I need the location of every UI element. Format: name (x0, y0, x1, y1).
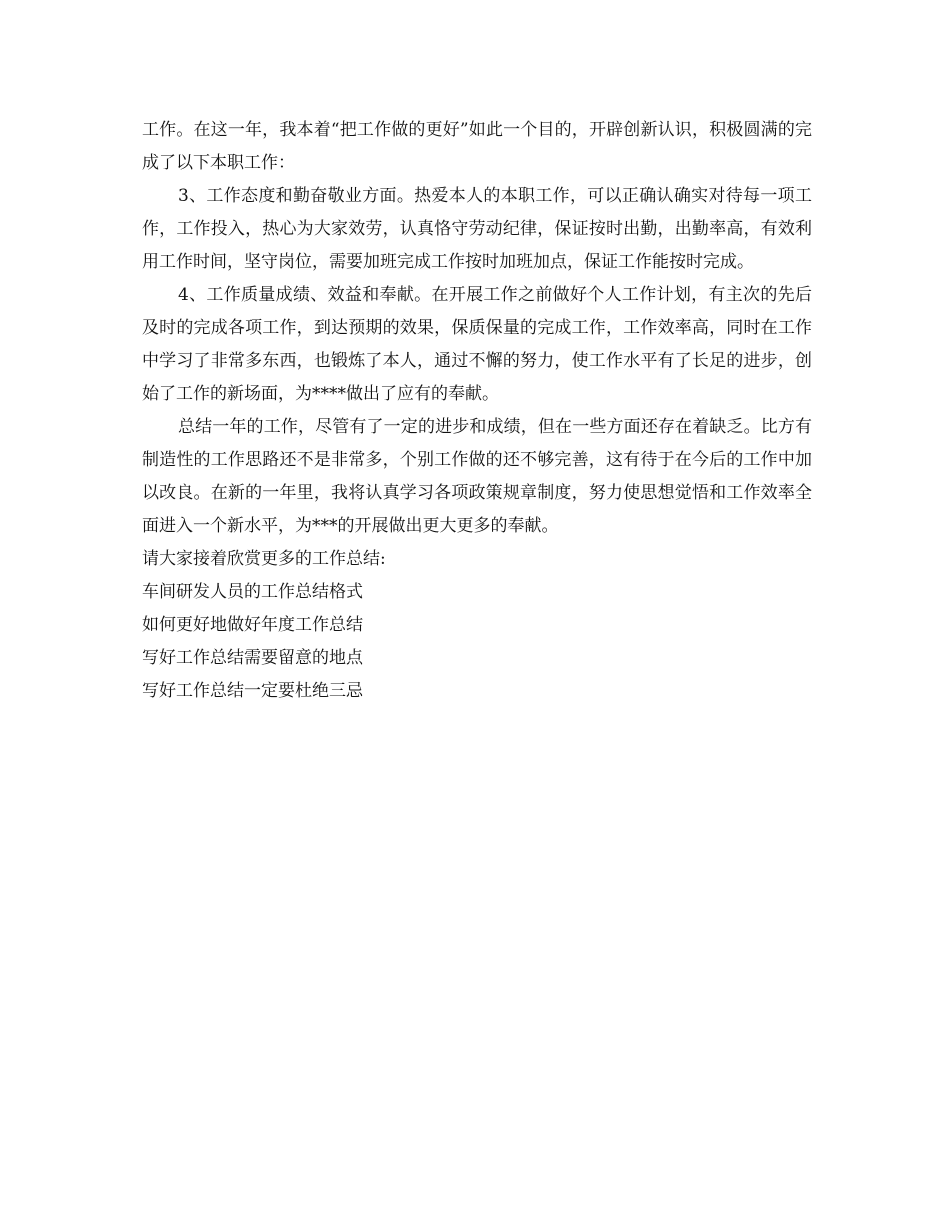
list-item (142, 642, 812, 675)
paragraph-work-quality: 4、工作质量成绩、效益和奉献。在开展工作之前做好个人工作计划，有主次的先后及时的完成各项工作，到达预期的效果，保质保量的完成工作，工作效率高，同时在工作中学习了非常多东西，也锻炼了本人，通过不懈的努力，使工作水平有了长足的进步，创始了工作的新场面，为****做出了应有的奉献。 (142, 285, 812, 404)
related-link[interactable]: 写好工作总结一定要杜绝三忌 (142, 681, 363, 701)
related-link[interactable]: 写好工作总结需要留意的地点 (142, 648, 363, 668)
list-item (142, 576, 812, 609)
related-link[interactable]: 如何更好地做好年度工作总结 (142, 615, 363, 635)
document-body (142, 114, 812, 708)
related-link[interactable]: 车间研发人员的工作总结格式 (142, 582, 363, 602)
related-intro: 请大家接着欣赏更多的工作总结: (142, 549, 386, 569)
paragraph-continuation: 工作。在这一年，我本着“把工作做的更好”如此一个目的，开辟创新认识，积极圆满的完成了以下本职工作： (142, 120, 812, 173)
list-item (142, 675, 812, 708)
list-item (142, 609, 812, 642)
related-links-list (142, 576, 812, 708)
paragraph-summary: 总结一年的工作，尽管有了一定的进步和成绩，但在一些方面还存在着缺乏。比方有制造性的工作思路还不是非常多，个别工作做的还不够完善，这有待于在今后的工作中加以改良。在新的一年里，我将认真学习各项政策规章制度，努力使思想觉悟和工作效率全面进入一个新水平，为***的开展做出更大更多的奉献。 (142, 417, 812, 536)
paragraph-work-attitude: 3、工作态度和勤奋敬业方面。热爱本人的本职工作，可以正确认确实对待每一项工作，工作投入，热心为大家效劳，认真恪守劳动纪律，保证按时出勤，出勤率高，有效利用工作时间，坚守岗位，需要加班完成工作按时加班加点，保证工作能按时完成。 (142, 186, 812, 272)
